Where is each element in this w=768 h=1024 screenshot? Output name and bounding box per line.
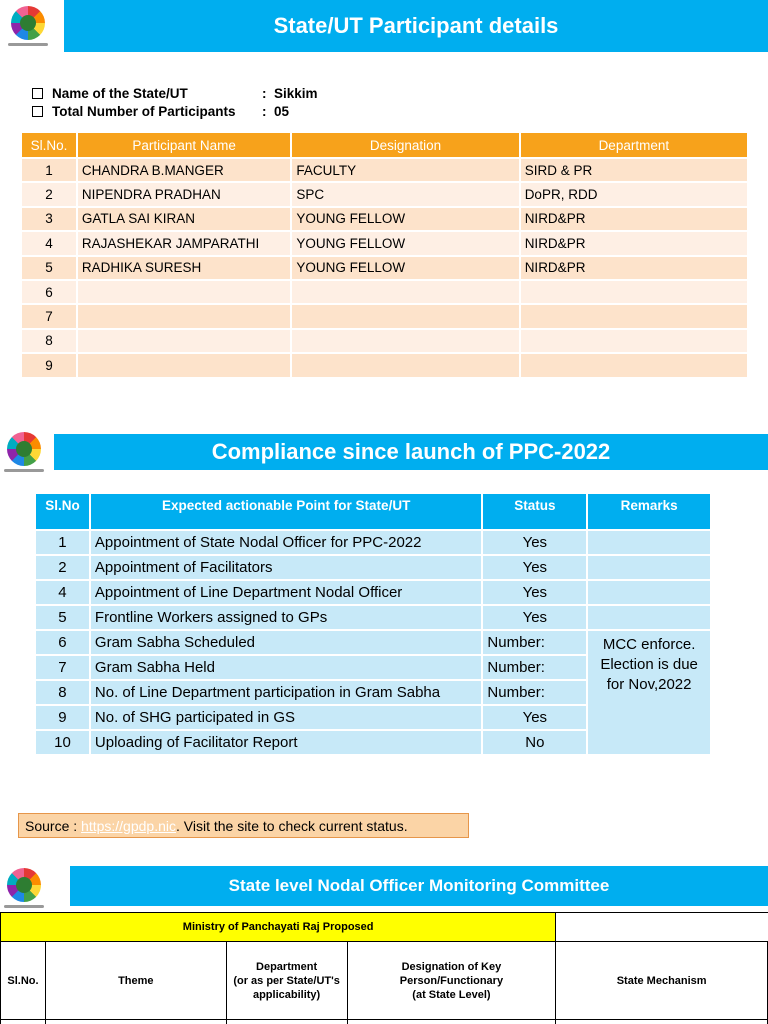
cell-sl: 1: [35, 530, 90, 555]
checkbox-bullet-icon: [32, 88, 43, 99]
cell-sl: 5: [35, 605, 90, 630]
cell-name: RADHIKA SURESH: [77, 256, 291, 280]
col-header: Department: [520, 132, 748, 158]
cell-department: [520, 329, 748, 353]
section-title-compliance: Compliance since launch of PPC-2022: [54, 434, 768, 470]
table-row: [21, 158, 748, 182]
col-header-department: Department (or as per State/UT's applicability): [226, 942, 347, 1020]
cell-remarks: [587, 580, 711, 605]
table-row: [21, 207, 748, 231]
cell-remarks: MCC enforce. Election is due for Nov,2022: [587, 630, 711, 755]
col-header: Sl.No.: [21, 132, 77, 158]
table-row: [21, 329, 748, 353]
cell-department: [520, 353, 748, 377]
cell-point: No. of Line Department participation in Gram Sabha: [90, 680, 483, 705]
checkbox-bullet-icon: [32, 106, 43, 117]
cell-point: No. of SHG participated in GS: [90, 705, 483, 730]
cell-point: Appointment of Facilitators: [90, 555, 483, 580]
table-row: [35, 605, 711, 630]
cell-name: NIPENDRA PRADHAN: [77, 182, 291, 206]
cell-point: Appointment of Line Department Nodal Officer: [90, 580, 483, 605]
table-row: [21, 304, 748, 328]
cell-remarks: [587, 530, 711, 555]
cell-designation: [291, 353, 519, 377]
cell-sl: 7: [21, 304, 77, 328]
cell-sl: 4: [35, 580, 90, 605]
col-header: Remarks: [587, 493, 711, 530]
table-row: [21, 280, 748, 304]
cell-department: NIRD&PR: [520, 231, 748, 255]
col-header: Status: [482, 493, 587, 530]
cell-status: Yes: [482, 705, 587, 730]
cell-name: [77, 353, 291, 377]
cell-sl: 2: [21, 182, 77, 206]
group-header: Ministry of Panchayati Raj Proposed: [1, 913, 556, 942]
participants-count: 05: [274, 103, 290, 119]
cell-sl: 4: [21, 231, 77, 255]
col-header-mechanism: State Mechanism: [556, 942, 768, 1020]
col-header-sl: Sl.No.: [1, 942, 46, 1020]
cell-point: Gram Sabha Held: [90, 655, 483, 680]
table-row: [21, 231, 748, 255]
cell-designation: YOUNG FELLOW: [291, 207, 519, 231]
source-link[interactable]: https://gpdp.nic: [81, 817, 176, 834]
table-row: [35, 580, 711, 605]
cell-name: [77, 280, 291, 304]
cell-point: Appointment of State Nodal Officer for PPC-2022: [90, 530, 483, 555]
section-title-committee: State level Nodal Officer Monitoring Committee: [70, 866, 768, 906]
cell-sl: 8: [21, 329, 77, 353]
cell-sl: 9: [21, 353, 77, 377]
cell-sl: 5: [21, 256, 77, 280]
cell-designation: SPC: [291, 182, 519, 206]
cell-point: Frontline Workers assigned to GPs: [90, 605, 483, 630]
cell-sl: 7: [35, 655, 90, 680]
state-info: [30, 84, 318, 120]
cell-status: Yes: [482, 580, 587, 605]
col-header: Designation: [291, 132, 519, 158]
cell-department: DoPR, RDD: [520, 182, 748, 206]
cell-sl: 8: [35, 680, 90, 705]
table-row: [21, 182, 748, 206]
ministry-logo: [2, 430, 46, 476]
cell-name: GATLA SAI KIRAN: [77, 207, 291, 231]
cell-status: Yes: [482, 530, 587, 555]
cell-name: [77, 304, 291, 328]
cell-designation: [291, 280, 519, 304]
cell-name: CHANDRA B.MANGER: [77, 158, 291, 182]
committee-table: [0, 912, 768, 1024]
cell-status: Number:: [482, 630, 587, 655]
cell-designation: [291, 329, 519, 353]
cell-designation: [291, 304, 519, 328]
table-row: [35, 530, 711, 555]
cell-sl: 2: [35, 555, 90, 580]
cell-status: Yes: [482, 605, 587, 630]
cell-sl: 6: [35, 630, 90, 655]
info-row-state: Name of the State/UT : Sikkim: [30, 84, 318, 102]
section-title-participants: State/UT Participant details: [64, 0, 768, 52]
col-header: Sl.No: [35, 493, 90, 530]
cell-sl: 1: [21, 158, 77, 182]
compliance-table: [34, 492, 712, 756]
cell-department: NIRD&PR: [520, 207, 748, 231]
cell-department: [520, 280, 748, 304]
cell-point: Gram Sabha Scheduled: [90, 630, 483, 655]
cell-remarks: [587, 605, 711, 630]
info-row-participants: Total Number of Participants : 05: [30, 102, 318, 120]
cell-point: Uploading of Facilitator Report: [90, 730, 483, 755]
cell-name: [77, 329, 291, 353]
cell-designation: FACULTY: [291, 158, 519, 182]
cell-remarks: [587, 555, 711, 580]
cell-status: Yes: [482, 555, 587, 580]
cell-name: RAJASHEKAR JAMPARATHI: [77, 231, 291, 255]
ministry-logo: [6, 4, 50, 50]
cell-sl: 10: [35, 730, 90, 755]
cell-designation: YOUNG FELLOW: [291, 256, 519, 280]
cell-department: SIRD & PR: [520, 158, 748, 182]
col-header-theme: Theme: [45, 942, 226, 1020]
cell-designation: YOUNG FELLOW: [291, 231, 519, 255]
cell-sl: 9: [35, 705, 90, 730]
col-header: Expected actionable Point for State/UT: [90, 493, 483, 530]
table-row: [35, 555, 711, 580]
state-value: Sikkim: [274, 85, 318, 101]
ministry-logo: [2, 866, 46, 912]
cell-status: Number:: [482, 680, 587, 705]
cell-status: No: [482, 730, 587, 755]
participants-table: [20, 131, 749, 379]
table-row: [35, 630, 711, 655]
cell-sl: 6: [21, 280, 77, 304]
col-header-designation: Designation of Key Person/Functionary (at State Level): [347, 942, 556, 1020]
source-note: Source : https://gpdp.nic . Visit the site to check current status.: [18, 813, 469, 838]
cell-status: Number:: [482, 655, 587, 680]
col-header: Participant Name: [77, 132, 291, 158]
cell-department: [520, 304, 748, 328]
cell-sl: 3: [21, 207, 77, 231]
table-row: [21, 353, 748, 377]
table-row: [21, 256, 748, 280]
cell-department: NIRD&PR: [520, 256, 748, 280]
